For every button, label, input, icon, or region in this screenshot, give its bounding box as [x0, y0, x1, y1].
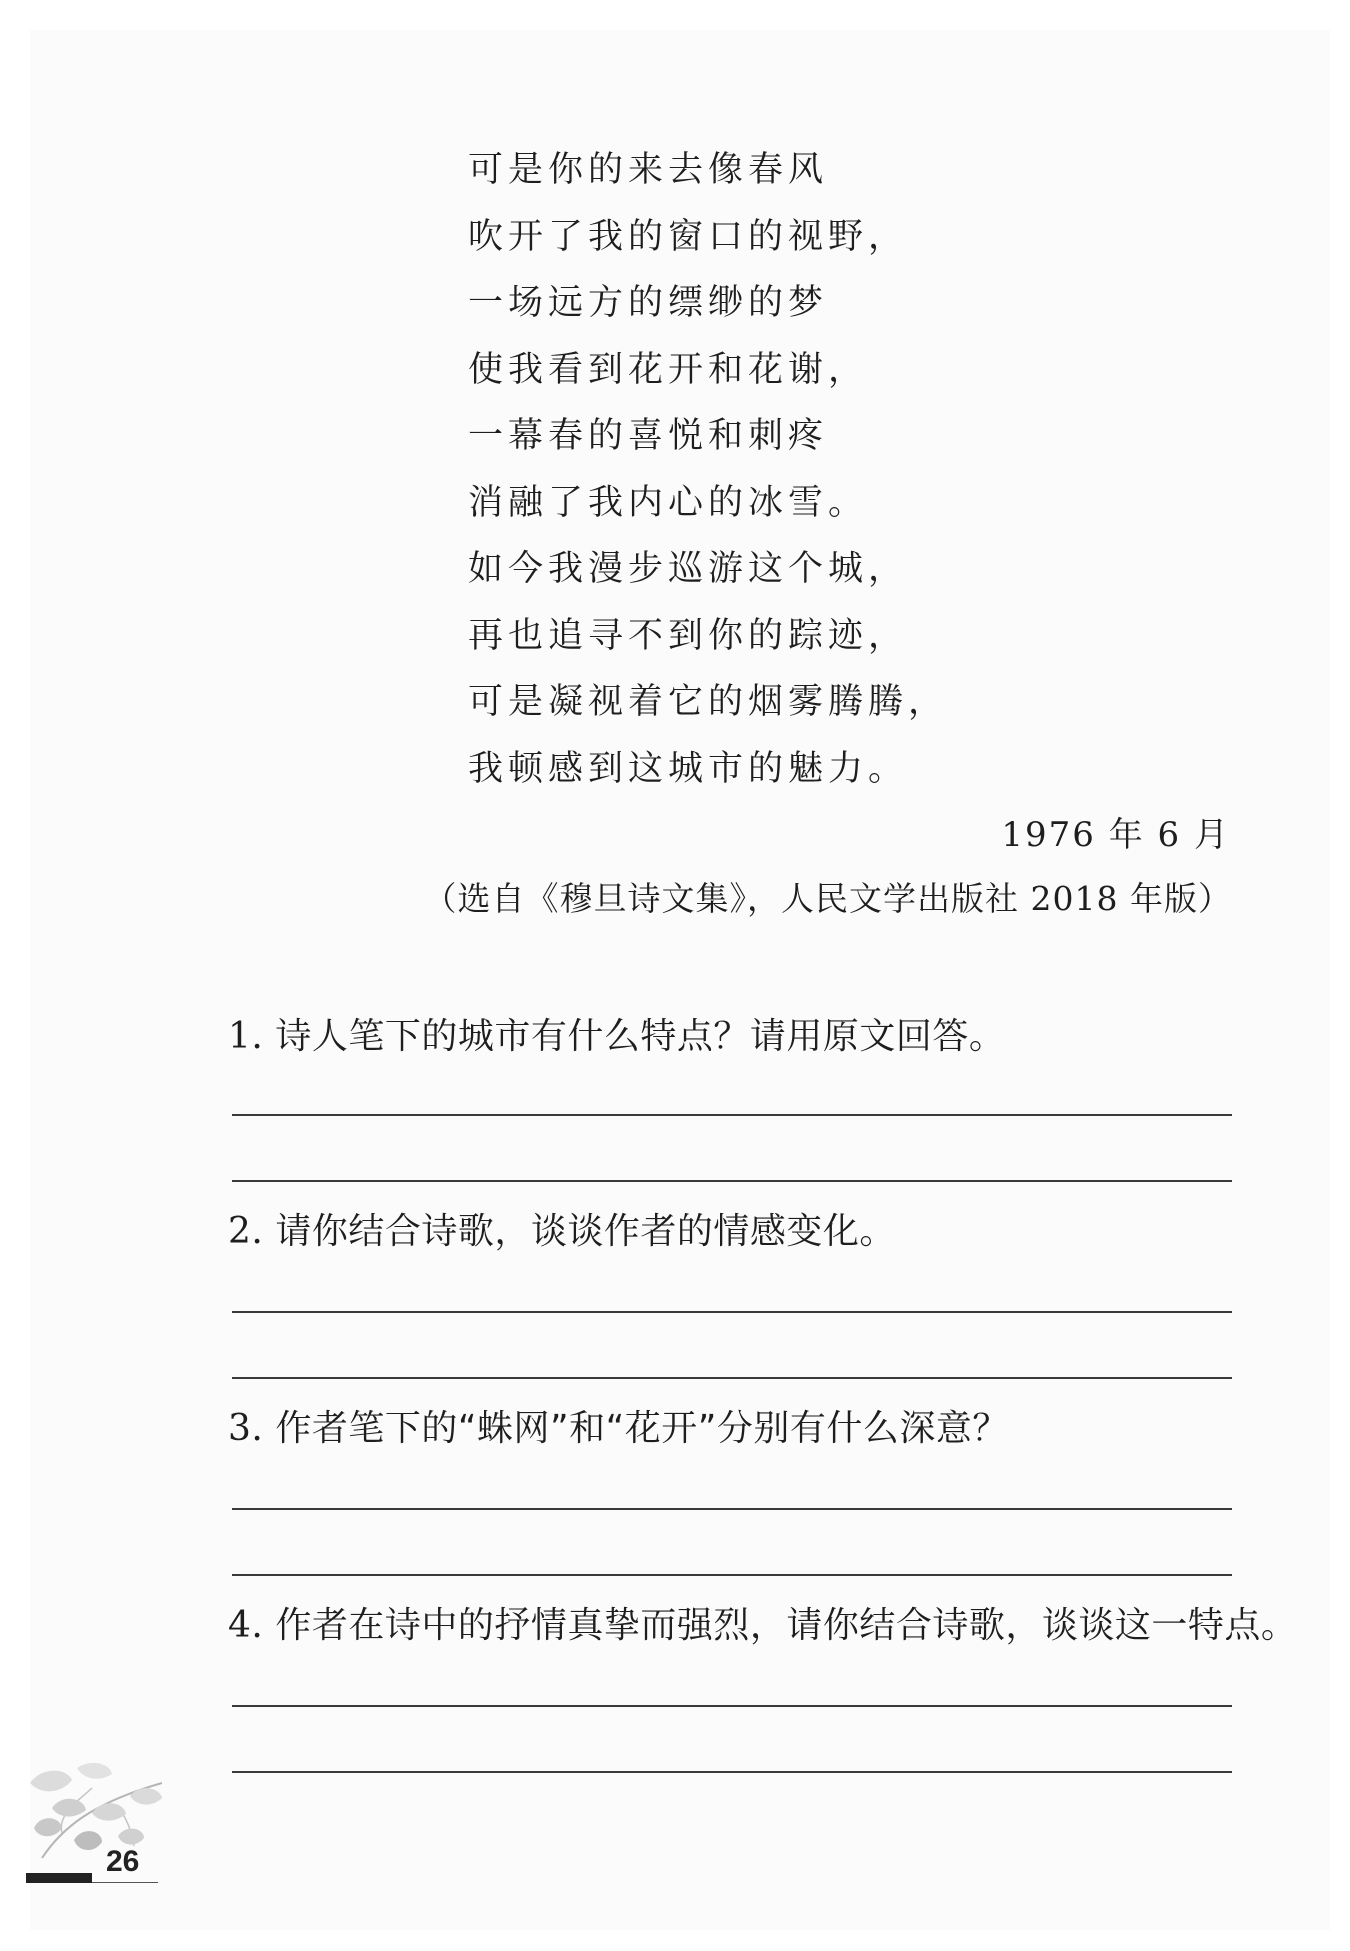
answer-line[interactable] [232, 1508, 1232, 1510]
question-text: 诗人笔下的城市有什么特点？请用原文回答。 [275, 1016, 1006, 1057]
answer-line[interactable] [232, 1180, 1232, 1182]
question-4 [228, 1597, 1298, 1648]
question-number: 4. [228, 1605, 264, 1646]
answer-line[interactable] [232, 1705, 1232, 1707]
answer-line[interactable] [232, 1114, 1232, 1116]
answer-line[interactable] [232, 1771, 1232, 1773]
poem-line: 再也追寻不到你的踪迹， [468, 615, 909, 656]
poem-line: 如今我漫步巡游这个城， [468, 549, 909, 589]
poem-line: 可是凝视着它的烟雾腾腾， [468, 682, 949, 722]
poem-line: 消融了我内心的冰雪。 [468, 482, 869, 523]
page-number: 26 [106, 1845, 140, 1878]
answer-line[interactable] [232, 1311, 1232, 1313]
question-number: 3. [228, 1408, 264, 1449]
poem-line: 一场远方的缥缈的梦 [468, 283, 829, 323]
page-number-rule [92, 1882, 158, 1883]
poem-line: 可是你的来去像春风 [468, 150, 829, 190]
question-text: 作者在诗中的抒情真挚而强烈，请你结合诗歌，谈谈这一特点。 [275, 1605, 1298, 1646]
leaf-branch-icon [22, 1758, 172, 1868]
poem-line: 使我看到花开和花谢， [468, 349, 869, 390]
poem [468, 137, 948, 802]
poem-date: 1976 年 6 月 [1001, 815, 1230, 855]
question-2 [228, 1203, 1248, 1254]
question-number: 2. [228, 1211, 264, 1252]
question-text: 请你结合诗歌，谈谈作者的情感变化。 [275, 1211, 896, 1252]
question-number: 1. [228, 1016, 264, 1057]
question-text: 作者笔下的“蛛网”和“花开”分别有什么深意？ [275, 1408, 1009, 1449]
poem-line: 我顿感到这城市的魅力。 [468, 748, 909, 789]
answer-line[interactable] [232, 1574, 1232, 1576]
question-3 [228, 1400, 1248, 1451]
question-1 [228, 1008, 1248, 1059]
poem-line: 吹开了我的窗口的视野， [468, 216, 909, 257]
page-number-bar [26, 1873, 92, 1883]
answer-line[interactable] [232, 1377, 1232, 1379]
poem-line: 一幕春的喜悦和刺疼 [468, 416, 829, 456]
poem-source: （选自《穆旦诗文集》，人民文学出版社 2018 年版） [423, 879, 1232, 918]
